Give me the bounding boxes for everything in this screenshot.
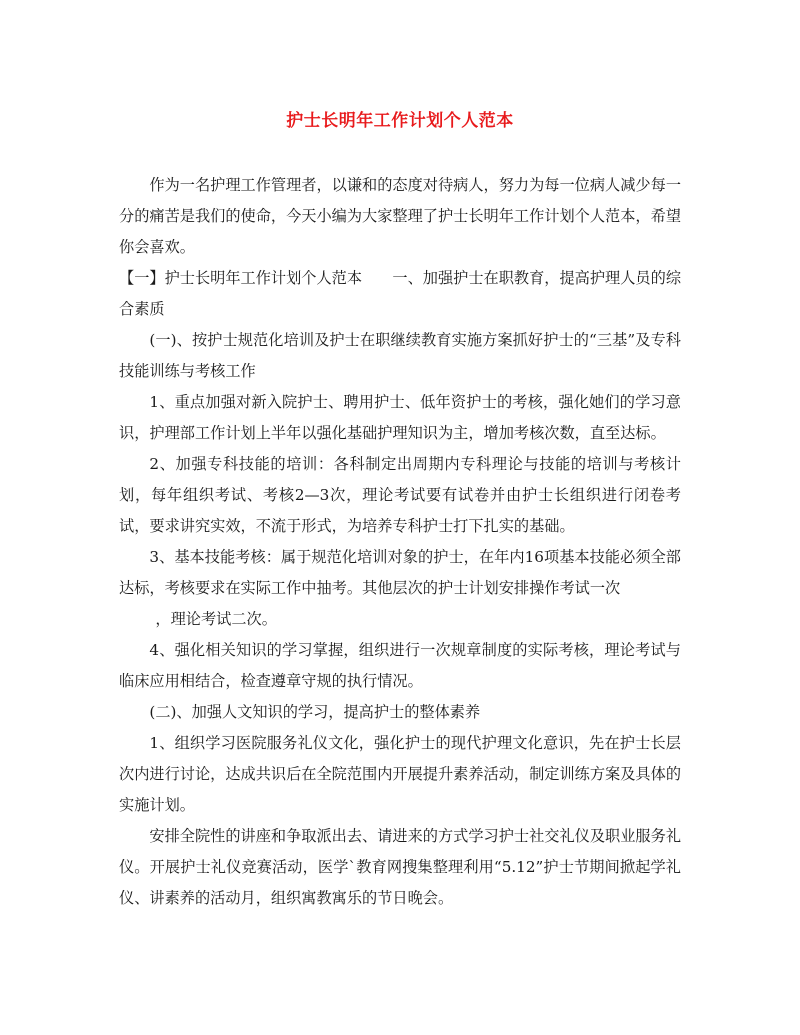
subsection-heading-1: (一)、按护士规范化培训及护士在职继续教育实施方案抓好护士的“三基”及专科技能训练与考核工作: [119, 331, 681, 380]
paragraph-item-1: 1、重点加强对新入院护士、聘用护士、低年资护士的考核，强化她们的学习意识，护理部工作计划上半年以强化基础护理知识为主，增加考核次数，直至达标。: [119, 393, 681, 442]
paragraph-item-6: 安排全院性的讲座和争取派出去、请进来的方式学习护士社交礼仪及职业服务礼仪。开展护士礼仪竞赛活动，医学`教育网搜集整理利用“5.12”护士节期间掀起学礼仪、讲素养的活动月，组织寓教寓乐的节日晚会。: [119, 827, 681, 907]
paragraph-item-2: 2、加强专科技能的培训：各科制定出周期内专科理论与技能的培训与考核计划，每年组织考试、考核2—3次，理论考试要有试卷并由护士长组织进行闭卷考试，要求讲究实效，不流于形式，为培养专科护士打下扎实的基础。: [119, 455, 681, 535]
section-heading-1: 【一】护士长明年工作计划个人范本 一、加强护士在职教育，提高护理人员的综合素质: [119, 269, 681, 318]
paragraph-item-3: [119, 542, 681, 635]
paragraph-item-4: 4、强化相关知识的学习掌握，组织进行一次规章制度的实际考核，理论考试与临床应用相结合，检查遵章守规的执行情况。: [119, 641, 681, 690]
paragraph-intro: 作为一名护理工作管理者，以谦和的态度对待病人，努力为每一位病人减少每一分的痛苦是我们的使命，今天小编为大家整理了护士长明年工作计划个人范本，希望你会喜欢。: [119, 176, 681, 256]
paragraph-item-5: 1、组织学习医院服务礼仪文化，强化护士的现代护理文化意识，先在护士长层次内进行讨论，达成共识后在全院范围内开展提升素养活动，制定训练方案及具体的实施计划。: [119, 734, 681, 814]
document-body: [119, 170, 681, 914]
paragraph-item-3-main: 3、基本技能考核：属于规范化培训对象的护士，在年内16项基本技能必须全部达标，考核要求在实际工作中抽考。其他层次的护士计划安排操作考试一次: [119, 548, 681, 597]
paragraph-item-3-tail: ，理论考试二次。: [155, 610, 277, 628]
subsection-heading-2: (二)、加强人文知识的学习，提高护士的整体素养: [149, 703, 481, 721]
document-title: 护士长明年工作计划个人范本: [286, 111, 514, 131]
